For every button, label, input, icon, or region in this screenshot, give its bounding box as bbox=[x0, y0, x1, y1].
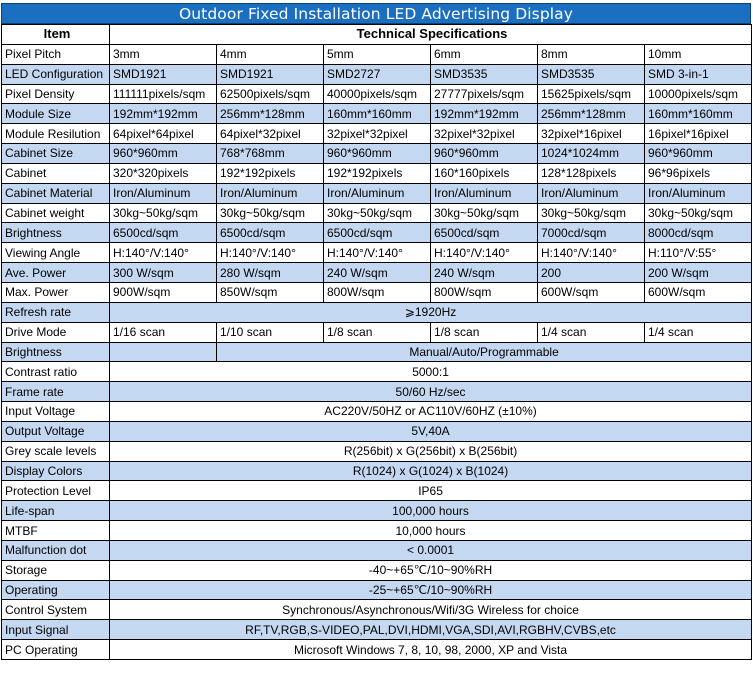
table-row bbox=[2, 243, 752, 263]
row-label: Output Voltage bbox=[2, 421, 110, 441]
spec-cell: 30kg~50kg/sqm bbox=[324, 203, 431, 223]
spec-cell: 30kg~50kg/sqm bbox=[431, 203, 538, 223]
row-label: Max. Power bbox=[2, 282, 110, 302]
row-label: Refresh rate bbox=[2, 302, 110, 322]
spec-cell: 850W/sqm bbox=[217, 282, 324, 302]
spec-cell: Iron/Aluminum bbox=[538, 183, 645, 203]
spec-cell-merged: 10,000 hours bbox=[110, 521, 752, 541]
spec-cell-merged: -25~+65℃/10~90%RH bbox=[110, 580, 752, 600]
spec-cell: SMD1921 bbox=[217, 64, 324, 84]
spec-cell: 960*960mm bbox=[645, 144, 752, 164]
spec-cell: 800W/sqm bbox=[431, 282, 538, 302]
spec-cell: 32pixel*32pixel bbox=[324, 124, 431, 144]
row-label: Module Size bbox=[2, 104, 110, 124]
spec-cell: 40000pixels/sqm bbox=[324, 84, 431, 104]
spec-cell: H:140°/V:140° bbox=[324, 243, 431, 263]
row-label: Brightness bbox=[2, 342, 110, 362]
spec-cell: H:140°/V:140° bbox=[538, 243, 645, 263]
table-row bbox=[2, 521, 752, 541]
spec-cell: 3mm bbox=[110, 44, 217, 64]
spec-cell: H:140°/V:140° bbox=[110, 243, 217, 263]
table-row bbox=[2, 620, 752, 640]
row-label: Display Colors bbox=[2, 461, 110, 481]
table-row bbox=[2, 64, 752, 84]
spec-cell: 30kg~50kg/sqm bbox=[110, 203, 217, 223]
spec-cell-merged: R(1024) x G(1024) x B(1024) bbox=[110, 461, 752, 481]
spec-cell: 1/4 scan bbox=[645, 322, 752, 342]
row-label: Life-span bbox=[2, 501, 110, 521]
spec-cell: 62500pixels/sqm bbox=[217, 84, 324, 104]
spec-cell: 960*960mm bbox=[324, 144, 431, 164]
row-label: Viewing Angle bbox=[2, 243, 110, 263]
spec-cell: 900W/sqm bbox=[110, 282, 217, 302]
spec-cell: 32pixel*32pixel bbox=[431, 124, 538, 144]
row-label: Cabinet Material bbox=[2, 183, 110, 203]
table-row bbox=[2, 163, 752, 183]
spec-cell-merged: IP65 bbox=[110, 481, 752, 501]
table-row bbox=[2, 223, 752, 243]
spec-cell-merged: Synchronous/Asynchronous/Wifi/3G Wireless for choice bbox=[110, 600, 752, 620]
spec-cell: SMD3535 bbox=[538, 64, 645, 84]
spec-cell-merged: 100,000 hours bbox=[110, 501, 752, 521]
spec-cell: 1/8 scan bbox=[324, 322, 431, 342]
row-label: Ave. Power bbox=[2, 263, 110, 283]
row-label: Control System bbox=[2, 600, 110, 620]
spec-cell: Iron/Aluminum bbox=[324, 183, 431, 203]
spec-cell: 160mm*160mm bbox=[324, 104, 431, 124]
header-specs: Technical Specifications bbox=[110, 25, 752, 45]
table-row bbox=[2, 183, 752, 203]
row-label: Grey scale levels bbox=[2, 441, 110, 461]
spec-cell: SMD1921 bbox=[110, 64, 217, 84]
spec-cell: 192mm*192mm bbox=[110, 104, 217, 124]
table-row bbox=[2, 322, 752, 342]
spec-cell: 128*128pixels bbox=[538, 163, 645, 183]
spec-cell-merged: R(256bit) x G(256bit) x B(256bit) bbox=[110, 441, 752, 461]
spec-cell-merged: Manual/Auto/Programmable bbox=[217, 342, 752, 362]
spec-cell: 200 W/sqm bbox=[645, 263, 752, 283]
table-row bbox=[2, 382, 752, 402]
spec-cell: 600W/sqm bbox=[538, 282, 645, 302]
spec-cell: 30kg~50kg/sqm bbox=[538, 203, 645, 223]
header-item: Item bbox=[2, 25, 110, 45]
spec-cell-merged: 5V,40A bbox=[110, 421, 752, 441]
spec-cell-merged: 5000:1 bbox=[110, 362, 752, 382]
spec-cell: Iron/Aluminum bbox=[110, 183, 217, 203]
table-row bbox=[2, 580, 752, 600]
spec-cell: 32pixel*16pixel bbox=[538, 124, 645, 144]
table-row bbox=[2, 461, 752, 481]
spec-cell: SMD3535 bbox=[431, 64, 538, 84]
table-row bbox=[2, 203, 752, 223]
spec-cell: 1/16 scan bbox=[110, 322, 217, 342]
spec-cell: 27777pixels/sqm bbox=[431, 84, 538, 104]
table-row bbox=[2, 282, 752, 302]
row-label: Operating bbox=[2, 580, 110, 600]
spec-cell: 4mm bbox=[217, 44, 324, 64]
spec-cell-merged: -40~+65℃/10~90%RH bbox=[110, 560, 752, 580]
spec-cell-merged: 50/60 Hz/sec bbox=[110, 382, 752, 402]
row-label: Input Voltage bbox=[2, 402, 110, 422]
spec-cell: 8mm bbox=[538, 44, 645, 64]
spec-cell: 768*768mm bbox=[217, 144, 324, 164]
spec-cell: 30kg~50kg/sqm bbox=[217, 203, 324, 223]
row-label: Pixel Pitch bbox=[2, 44, 110, 64]
table-row bbox=[2, 362, 752, 382]
table-title: Outdoor Fixed Installation LED Advertising Display bbox=[1, 3, 751, 24]
spec-cell: 6500cd/sqm bbox=[431, 223, 538, 243]
spec-cell: H:140°/V:140° bbox=[431, 243, 538, 263]
table-row bbox=[2, 104, 752, 124]
spec-cell: 5mm bbox=[324, 44, 431, 64]
table-row bbox=[2, 402, 752, 422]
spec-cell: 240 W/sqm bbox=[324, 263, 431, 283]
header-row bbox=[2, 25, 752, 45]
spec-cell: H:110°/V:55° bbox=[645, 243, 752, 263]
row-label: Frame rate bbox=[2, 382, 110, 402]
table-row bbox=[2, 302, 752, 322]
spec-cell: 1/4 scan bbox=[538, 322, 645, 342]
table-row bbox=[2, 84, 752, 104]
row-label: Storage bbox=[2, 560, 110, 580]
spec-cell: H:140°/V:140° bbox=[217, 243, 324, 263]
spec-cell: 15625pixels/sqm bbox=[538, 84, 645, 104]
spec-cell-empty bbox=[110, 342, 217, 362]
table-row bbox=[2, 640, 752, 660]
spec-cell: 256mm*128mm bbox=[538, 104, 645, 124]
row-label: Malfunction dot bbox=[2, 540, 110, 560]
table-row bbox=[2, 263, 752, 283]
row-label: Module Resilution bbox=[2, 124, 110, 144]
spec-cell: SMD2727 bbox=[324, 64, 431, 84]
row-label: MTBF bbox=[2, 521, 110, 541]
table-row bbox=[2, 144, 752, 164]
spec-cell-merged: AC220V/50HZ or AC110V/60HZ (±10%) bbox=[110, 402, 752, 422]
spec-cell: 96*96pixels bbox=[645, 163, 752, 183]
spec-cell: 240 W/sqm bbox=[431, 263, 538, 283]
spec-cell: 280 W/sqm bbox=[217, 263, 324, 283]
table-row bbox=[2, 421, 752, 441]
row-label: Input Signal bbox=[2, 620, 110, 640]
row-label: LED Configuration bbox=[2, 64, 110, 84]
spec-cell: 64pixel*64pixel bbox=[110, 124, 217, 144]
spec-cell: 6500cd/sqm bbox=[324, 223, 431, 243]
spec-cell: 16pixel*16pixel bbox=[645, 124, 752, 144]
spec-cell: 200 bbox=[538, 263, 645, 283]
row-label: Cabinet Size bbox=[2, 144, 110, 164]
spec-cell-merged: Microsoft Windows 7, 8, 10, 98, 2000, XP and Vista bbox=[110, 640, 752, 660]
spec-cell: 160*160pixels bbox=[431, 163, 538, 183]
spec-cell: Iron/Aluminum bbox=[217, 183, 324, 203]
row-label: Cabinet bbox=[2, 163, 110, 183]
spec-cell: SMD 3-in-1 bbox=[645, 64, 752, 84]
row-label: Contrast ratio bbox=[2, 362, 110, 382]
spec-cell: 600W/sqm bbox=[645, 282, 752, 302]
table-row bbox=[2, 501, 752, 521]
table-row bbox=[2, 342, 752, 362]
spec-table bbox=[1, 24, 752, 660]
spec-cell: 6mm bbox=[431, 44, 538, 64]
spec-cell: 960*960mm bbox=[431, 144, 538, 164]
spec-cell: 800W/sqm bbox=[324, 282, 431, 302]
spec-cell-merged: ⩾1920Hz bbox=[110, 302, 752, 322]
spec-cell: 1/8 scan bbox=[431, 322, 538, 342]
spec-cell: 10mm bbox=[645, 44, 752, 64]
spec-cell: 6500cd/sqm bbox=[217, 223, 324, 243]
spec-cell: 1/10 scan bbox=[217, 322, 324, 342]
spec-cell: 7000cd/sqm bbox=[538, 223, 645, 243]
spec-cell: 320*320pixels bbox=[110, 163, 217, 183]
spec-cell: 1024*1024mm bbox=[538, 144, 645, 164]
row-label: Pixel Density bbox=[2, 84, 110, 104]
table-row bbox=[2, 600, 752, 620]
spec-cell: Iron/Aluminum bbox=[645, 183, 752, 203]
table-row bbox=[2, 44, 752, 64]
spec-cell: 6500cd/sqm bbox=[110, 223, 217, 243]
spec-cell: Iron/Aluminum bbox=[431, 183, 538, 203]
table-row bbox=[2, 540, 752, 560]
table-row bbox=[2, 481, 752, 501]
spec-cell: 192*192pixels bbox=[217, 163, 324, 183]
spec-cell: 10000pixels/sqm bbox=[645, 84, 752, 104]
row-label: Protection Level bbox=[2, 481, 110, 501]
spec-cell: 30kg~50kg/sqm bbox=[645, 203, 752, 223]
spec-cell: 8000cd/sqm bbox=[645, 223, 752, 243]
spec-cell-merged: RF,TV,RGB,S-VIDEO,PAL,DVI,HDMI,VGA,SDI,AVI,RGBHV,CVBS,etc bbox=[110, 620, 752, 640]
table-row bbox=[2, 441, 752, 461]
spec-cell: 64pixel*32pixel bbox=[217, 124, 324, 144]
spec-cell: 300 W/sqm bbox=[110, 263, 217, 283]
spec-cell: 160mm*160mm bbox=[645, 104, 752, 124]
table-row bbox=[2, 560, 752, 580]
row-label: Cabinet weight bbox=[2, 203, 110, 223]
spec-cell: 111111pixels/sqm bbox=[110, 84, 217, 104]
spec-sheet bbox=[1, 3, 751, 660]
spec-cell-merged: < 0.0001 bbox=[110, 540, 752, 560]
table-row bbox=[2, 124, 752, 144]
spec-cell: 192mm*192mm bbox=[431, 104, 538, 124]
row-label: Brightness bbox=[2, 223, 110, 243]
row-label: PC Operating bbox=[2, 640, 110, 660]
spec-cell: 192*192pixels bbox=[324, 163, 431, 183]
spec-cell: 256mm*128mm bbox=[217, 104, 324, 124]
row-label: Drive Mode bbox=[2, 322, 110, 342]
spec-cell: 960*960mm bbox=[110, 144, 217, 164]
